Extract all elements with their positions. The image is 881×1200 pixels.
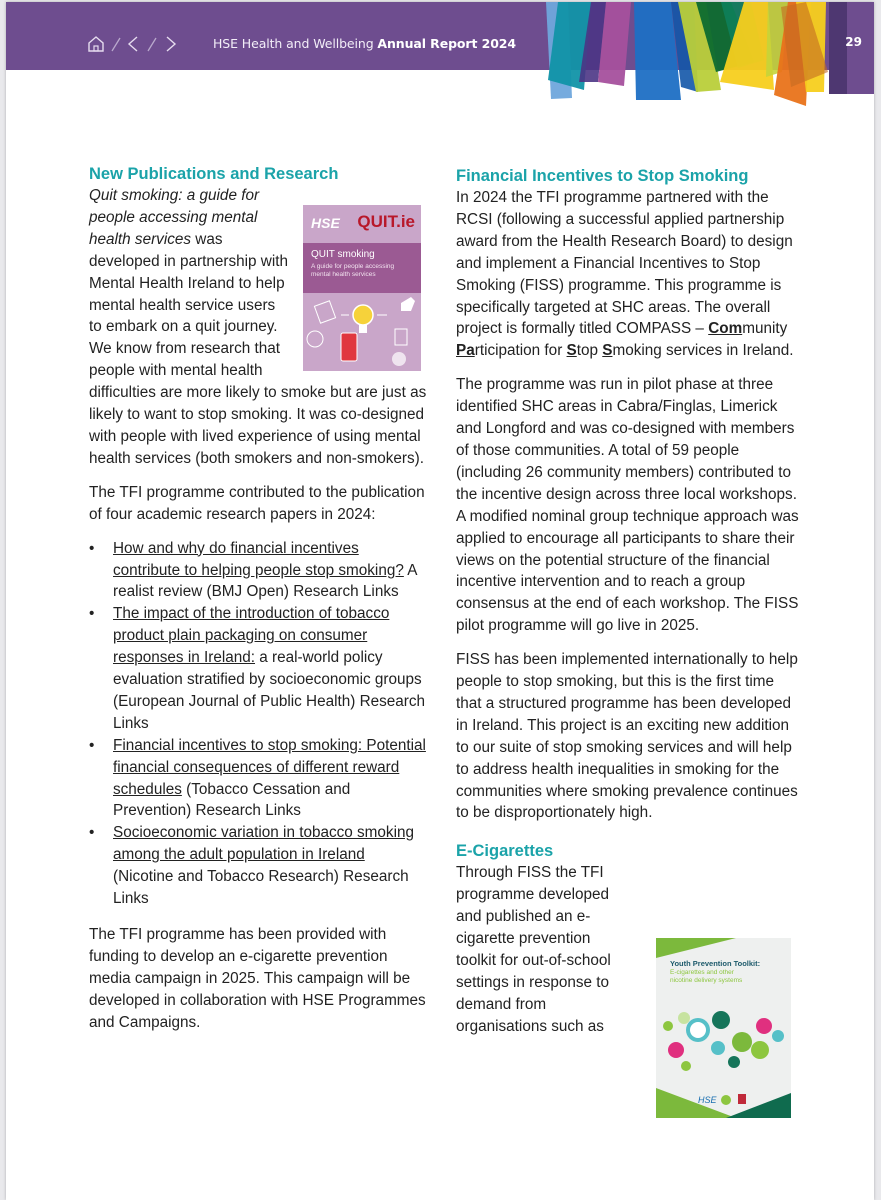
- funding-paragraph: The TFI programme has been provided with funding to develop an e-cigarette prevention media campaign in 2025. This campaign will be developed in collaboration with HSE Programmes and Campaigns.: [89, 926, 426, 1031]
- quit-ie-logo: QUIT.ie: [357, 212, 415, 231]
- quit-guide-paragraph: Quit smoking: a guide for people accessing mental health services was developed in partnership with Mental Health Ireland to help mental health service users to embark on a quit journey. We know from research that people with mental health difficulties are more likely to smoke but are just as likely to want to stop smoking. It was co-designed with people with lived experience of using mental health services (both smokers and non-smokers).: [89, 187, 427, 467]
- decorative-color-strips: [506, 2, 836, 107]
- next-page-icon[interactable]: [164, 34, 178, 54]
- paper-link[interactable]: How and why do financial incentives contribute to helping people stop smoking?: [113, 539, 404, 579]
- slash-divider-icon: [110, 34, 122, 54]
- paper-link[interactable]: The impact of the introduction of tobacco product plain packaging on consumer responses in Ireland:: [113, 605, 390, 667]
- list-item: • The impact of the introduction of tobacco product plain packaging on consumer responses in Ireland: a real-world policy evaluation stratified by socioeconomic groups (European Journal of Public Health) Research Links: [113, 603, 429, 734]
- section-heading-fiss: Financial Incentives to Stop Smoking: [456, 167, 749, 185]
- previous-page-icon[interactable]: [126, 34, 140, 54]
- toolkit-subtitle: E-cigarettes and other nicotine delivery systems: [670, 969, 743, 984]
- left-column: [89, 163, 429, 1046]
- page-number: 29: [845, 35, 862, 49]
- paper-link[interactable]: Socioeconomic variation in tobacco smoking among the adult population in Ireland: [113, 824, 414, 864]
- section-heading-publications: New Publications and Research: [89, 165, 339, 183]
- right-column: [456, 165, 801, 1050]
- research-papers-list: [89, 538, 429, 910]
- papers-intro: The TFI programme contributed to the publication of four academic research papers in 2024:: [89, 483, 425, 523]
- hse-logo: HSE: [311, 215, 340, 231]
- list-item: • Financial incentives to stop smoking: Potential financial consequences of different reward schedules (Tobacco Cessation and Prevention) Research Links: [113, 735, 429, 823]
- cover-title-band: QUIT smoking A guide for people accessing mental health services: [303, 243, 421, 293]
- cover-illustration: [303, 293, 421, 371]
- pilot-paragraph: The programme was run in pilot phase at three identified SHC areas in Cabra/Finglas, Limerick and Longford and was co-designed with members of those communities. A total of 59 people (including 26 community members) contributed to the incentive design across three local workshops. A modified nominal group technique approach was applied to encourage all participants to share their views on the potential structure of the financial incentive intervention and to reach a group consensus at the end of each workshop. The FISS pilot programme will go live in 2025.: [456, 376, 799, 635]
- report-page: [6, 2, 874, 1200]
- slash-divider-icon: [144, 34, 160, 54]
- page-number-tab-shade: [829, 2, 847, 94]
- fiss-international-paragraph: FISS has been implemented internationally to help people to stop smoking, but this is the first time that a structured programme has been developed in Ireland. This project is an exciting new addition to our suite of stop smoking services and will help to address health inequalities in smoking for the communities where smoking prevalence continues to be disproportionately high.: [456, 651, 798, 822]
- home-icon[interactable]: [86, 34, 106, 54]
- toolkit-title: Youth Prevention Toolkit:: [670, 959, 761, 968]
- list-item: • Socioeconomic variation in tobacco smoking among the adult population in Ireland (Nicotine and Tobacco Research) Research Links: [113, 822, 429, 910]
- quit-guide-cover-image: [303, 205, 421, 371]
- header-nav: [86, 32, 178, 56]
- fiss-intro-paragraph: In 2024 the TFI programme partnered with the RCSI (following a successful applied partnership award from the Health Research Board) to design and implement a Financial Incentives to Stop Smoking (FISS) programme. This programme is specifically targeted at SHC areas. The overall project is formally titled COMPASS – Community Participation for Stop Smoking services in Ireland.: [456, 189, 794, 360]
- section-heading-ecigarettes: E-Cigarettes: [456, 842, 554, 861]
- svg-text:HSE: HSE: [698, 1095, 717, 1105]
- paper-link[interactable]: Financial incentives to stop smoking: Potential financial consequences of different reward schedules: [113, 736, 426, 798]
- list-item: • How and why do financial incentives contribute to helping people stop smoking? A realist review (BMJ Open) Research Links: [113, 538, 429, 604]
- ecig-paragraph: Through FISS the TFI programme developed and published an e-cigarette prevention toolkit for out-of-school settings in response to demand from organisations such as: [456, 864, 611, 1035]
- youth-toolkit-cover-image: [656, 938, 791, 1118]
- document-title: HSE Health and Wellbeing Annual Report 2024: [213, 36, 516, 51]
